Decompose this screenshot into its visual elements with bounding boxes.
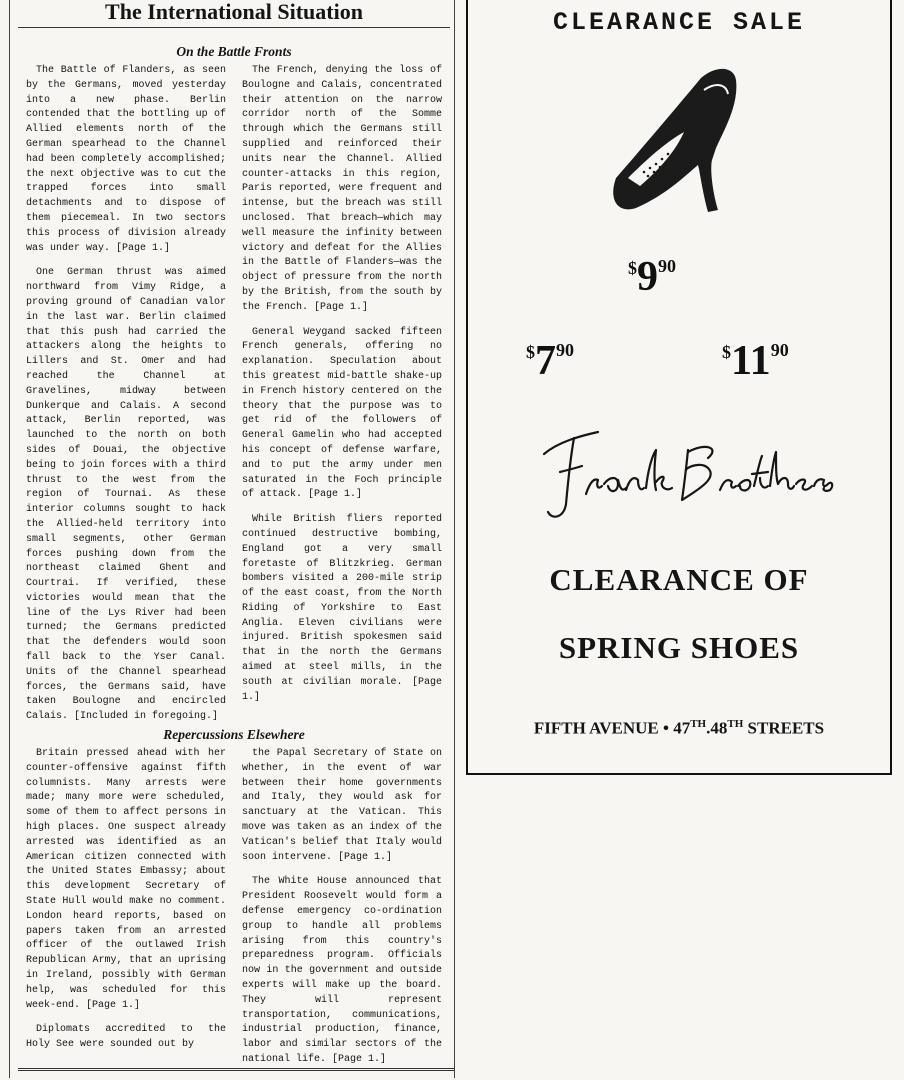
paragraph: The French, denying the loss of Boulogne and Calais, concentrated their attention on the narrow corridor north of the Somme through which the Germans still supplied and reinforced their units near the Channel. Allied counter-attacks in this region, Paris reported, were frequent and intense, but the breach was still unclosed. That breach—which may well measure the infinity between victory and defeat for the Allies in the Battle of Flanders—was the object of pressure from the north by the British, from the south by the French. [Page 1.] — [242, 65, 442, 313]
center-column-rule — [454, 0, 455, 1078]
ad-line-clearance: CLEARANCE OF — [549, 562, 809, 597]
ad-header: CLEARANCE SALE — [552, 8, 806, 37]
ad-address — [468, 718, 890, 739]
price-dollar-sign: $ — [628, 258, 637, 278]
price-low — [526, 336, 574, 386]
section-heading-battle-fronts: On the Battle Fronts — [176, 44, 292, 59]
price-dollars: 11 — [731, 338, 771, 384]
paragraph: General Weygand sacked fifteen French generals, offering no explanation. Speculation about this greatest mid-battle shake-up in French history centered on the theory that the purpose was to get rid of the followers of General Gamelin who had accepted his concept of defense warfare, and to put the army under men saturated in the Foch principle of attack. [Page 1.] — [242, 326, 442, 501]
ad-line-spring-shoes: SPRING SHOES — [558, 630, 800, 665]
address-part: FIFTH AVENUE • 47 — [533, 718, 691, 738]
price-dollar-sign: $ — [526, 342, 535, 362]
battle-column-1 — [26, 64, 226, 726]
price-cents: 90 — [556, 340, 574, 360]
shoe-illustration-icon — [606, 60, 746, 230]
section-heading-repercussions: Repercussions Elsewhere — [163, 727, 305, 742]
bottom-rule — [18, 1068, 454, 1071]
headline: The International Situation — [105, 0, 363, 24]
price-main — [628, 252, 676, 302]
price-cents: 90 — [770, 340, 789, 360]
repercussions-column-1 — [26, 747, 226, 1063]
battle-column-2 — [242, 64, 442, 726]
paragraph: While British fliers reported continued destructive bombing, England got a very small foretaste of Blitzkrieg. German bombers visited a 200-mile strip of the east coast, from the North Riding of Yorkshire to East Anglia. Eleven civilians were injured. British spokesmen said that in the north the Germans aimed at steel mills, in the south at civilian morale. [Page 1.] — [242, 514, 442, 703]
headline-rule — [18, 27, 450, 28]
paragraph: the Papal Secretary of State on whether, in the event of war between their home governments and Italy, they would ask for sanctuary at the Vatican. This move was taken as an index of the Vatican's belief that Italy would soon intervene. [Page 1.] — [242, 748, 442, 863]
address-part: STREETS — [743, 718, 825, 738]
address-sup: TH — [690, 718, 707, 730]
price-high — [722, 336, 789, 386]
paragraph: The White House announced that President Roosevelt would form a defense emergency co-ordination group to handle all problems arising from this country's preparedness program. Officials now in the government and outside experts will make up the board. They will represent transportation, communications, industrial production, finance, labor and similar sectors of the national life. [Page 1.] — [242, 876, 442, 1063]
price-dollars: 9 — [637, 254, 658, 300]
address-sup: TH — [727, 718, 744, 730]
price-dollars: 7 — [535, 338, 556, 384]
paragraph: Britain pressed ahead with her counter-offensive against fifth columnists. Many arrests were made; many more were scheduled, some of them to affect persons in high places. One suspect already arrested was identified as an American citizen connected with the United States Embassy; about this development Secretary of State Hull would make no comment. London heard reports, based on papers taken from an arrested officer of the outlawed Irish Republican Army, that an uprising in Ireland, possibly with German help, was scheduled for this week-end. [Page 1.] — [26, 748, 226, 1011]
price-dollar-sign: $ — [722, 342, 731, 362]
repercussions-column-2 — [242, 747, 442, 1063]
frank-brothers-signature-logo — [538, 420, 838, 530]
paragraph: Diplomats accredited to the Holy See were sounded out by — [26, 1024, 226, 1051]
address-part: .48 — [706, 718, 728, 738]
frank-brothers-advertisement — [466, 0, 892, 775]
paragraph: One German thrust was aimed northward from Vimy Ridge, a proving ground of Canadian valor in the last war. Berlin claimed that this push had carried the attackers along the heights to Lillers and St. Omer and had reached the Channel at Gravelines, midway between Dunkerque and Calais. A second attack, Berlin reported, was launched to the north on both sides of Douai, the objective being to join forces with a third thrust to the west from the region of Tournai. As these interior columns sought to hack the Allied-held territory into small segments, other German forces pushing down from the northeast claimed Ghent and Courtrai. If verified, these victories would mean that the line of the Lys River had been turned; the Germans predicted that the defenders would soon fall back to the Yser Canal. Units of the Channel spearhead forces, the Germans said, have taken Boulogne and encircled Calais. [Included in foregoing.] — [26, 267, 226, 723]
news-article — [18, 0, 450, 1074]
price-cents: 90 — [658, 256, 676, 276]
left-column-rule — [9, 0, 10, 1078]
paragraph: The Battle of Flanders, as seen by the Germans, moved yesterday into a new phase. Berlin contended that the bottling up of Allied elements north of the German spearhead to the Channel had been completely accomplished; the next objective was to cut the trapped forces into small detachments and to dispose of them piecemeal. In two sectors this process of division already was under way. [Page 1.] — [26, 65, 226, 254]
